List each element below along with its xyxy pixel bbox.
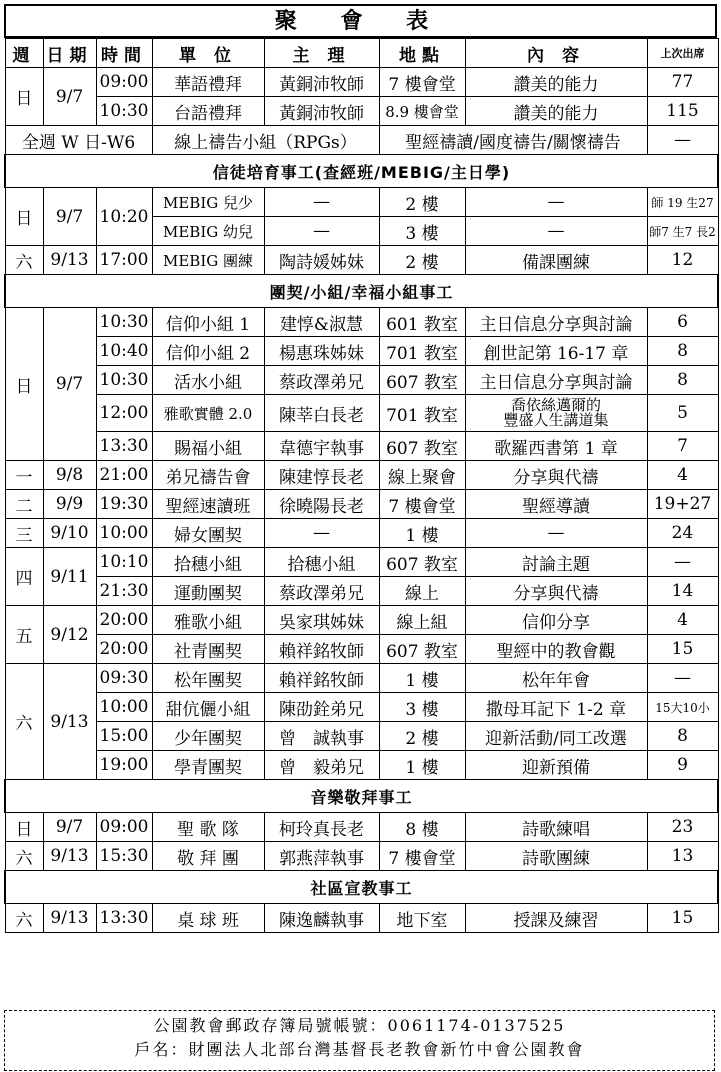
header-date: 日期 <box>43 39 96 68</box>
cell-unit: 學青團契 <box>152 751 264 780</box>
table-row <box>5 366 718 395</box>
table-row <box>5 664 718 693</box>
cell-place: 7 樓會堂 <box>379 490 465 519</box>
cell-leader: 吳家琪姊妹 <box>264 606 379 635</box>
cell-day: 六 <box>5 664 43 780</box>
cell-place: 607 教室 <box>379 432 465 461</box>
cell-attendance: 15 <box>647 904 718 933</box>
cell-attendance: 13 <box>647 842 718 871</box>
cell-date: 9/12 <box>43 606 96 664</box>
table-row <box>5 904 718 933</box>
cell-unit: 雅歌實體 2.0 <box>152 395 264 432</box>
cell-day: 六 <box>5 904 43 933</box>
cell-leader: 陳劭銓弟兄 <box>264 693 379 722</box>
cell-place: 線上 <box>379 577 465 606</box>
cell-day: 日 <box>5 813 43 842</box>
cell-time: 15:30 <box>96 842 152 871</box>
section-title-education: 信徒培育事工(查經班/MEBIG/主日學) <box>5 155 718 188</box>
cell-day: 五 <box>5 606 43 664</box>
cell-attendance: 23 <box>647 813 718 842</box>
cell-time: 13:30 <box>96 432 152 461</box>
cell-day: 日 <box>5 68 43 126</box>
cell-content: — <box>465 188 647 217</box>
cell-content-line: 豐盛人生講道集 <box>503 411 609 429</box>
table-row <box>5 395 718 432</box>
cell-content: 撒母耳記下 1-2 章 <box>465 693 647 722</box>
cell-day: 二 <box>5 490 43 519</box>
cell-attendance: 4 <box>647 606 718 635</box>
cell-date: 9/13 <box>43 246 96 275</box>
table-row <box>5 188 718 217</box>
cell-leader: 陳逸麟執事 <box>264 904 379 933</box>
table-row <box>5 461 718 490</box>
cell-time: 13:30 <box>96 904 152 933</box>
cell-leader: 拾穗小組 <box>264 548 379 577</box>
cell-attendance: 9 <box>647 751 718 780</box>
header-leader: 主 理 <box>264 39 379 68</box>
cell-content: — <box>465 519 647 548</box>
cell-leader: — <box>264 217 379 246</box>
table-row <box>5 693 718 722</box>
table-row <box>5 308 718 337</box>
cell-date: 9/13 <box>43 664 96 780</box>
cell-day: 日 <box>5 308 43 461</box>
postal-account-line: 公園教會郵政存簿局號帳號：0061174-0137525 <box>153 1016 566 1035</box>
table-row <box>5 337 718 366</box>
cell-leader: 陶詩媛姊妹 <box>264 246 379 275</box>
section-header <box>5 155 718 188</box>
cell-leader: 黃銅沛牧師 <box>264 97 379 126</box>
cell-time: 20:00 <box>96 606 152 635</box>
cell-place: 607 教室 <box>379 635 465 664</box>
cell-leader: — <box>264 188 379 217</box>
cell-date: 9/7 <box>43 308 96 461</box>
cell-place: 8.9 樓會堂 <box>379 97 465 126</box>
cell-date: 9/13 <box>43 842 96 871</box>
cell-unit: 線上禱告小組（RPGs） <box>152 126 379 155</box>
cell-attendance: 15大10小 <box>647 693 718 722</box>
cell-place: 線上聚會 <box>379 461 465 490</box>
cell-content: 分享與代禱 <box>465 461 647 490</box>
cell-unit: 華語禮拜 <box>152 68 264 97</box>
table-row <box>5 751 718 780</box>
cell-leader: 曾 誠執事 <box>264 722 379 751</box>
cell-date: 9/7 <box>43 813 96 842</box>
cell-attendance: 77 <box>647 68 718 97</box>
cell-date: 9/7 <box>43 68 96 126</box>
cell-leader: 蔡政澤弟兄 <box>264 577 379 606</box>
table-row <box>5 548 718 577</box>
cell-attendance: 師 19 生27 <box>647 188 718 217</box>
schedule-table <box>4 38 719 933</box>
cell-place: 701 教室 <box>379 337 465 366</box>
cell-place: 1 樓 <box>379 519 465 548</box>
cell-content: 授課及練習 <box>465 904 647 933</box>
cell-content: 松年年會 <box>465 664 647 693</box>
cell-place: 7 樓會堂 <box>379 68 465 97</box>
cell-unit: 台語禮拜 <box>152 97 264 126</box>
cell-content: 備課團練 <box>465 246 647 275</box>
table-row <box>5 606 718 635</box>
cell-leader: 陳建惇長老 <box>264 461 379 490</box>
meeting-schedule <box>4 4 717 933</box>
cell-content: 聖經禱讀/國度禱告/關懷禱告 <box>379 126 647 155</box>
cell-leader: 建惇&淑慧 <box>264 308 379 337</box>
cell-unit: 桌 球 班 <box>152 904 264 933</box>
cell-attendance: 8 <box>647 722 718 751</box>
cell-content <box>465 395 647 432</box>
cell-place: 8 樓 <box>379 813 465 842</box>
table-row <box>5 97 718 126</box>
cell-content: 討論主題 <box>465 548 647 577</box>
cell-leader: 柯玲真長老 <box>264 813 379 842</box>
cell-leader: 韋德宇執事 <box>264 432 379 461</box>
cell-unit: MEBIG 團練 <box>152 246 264 275</box>
cell-content: 迎新活動/同工改選 <box>465 722 647 751</box>
cell-place: 1 樓 <box>379 751 465 780</box>
cell-time: 12:00 <box>96 395 152 432</box>
cell-time: 09:30 <box>96 664 152 693</box>
section-header <box>5 871 718 904</box>
cell-time: 20:00 <box>96 635 152 664</box>
cell-leader: 郭燕萍執事 <box>264 842 379 871</box>
cell-attendance: 14 <box>647 577 718 606</box>
cell-time: 10:10 <box>96 548 152 577</box>
cell-day: 四 <box>5 548 43 606</box>
table-row <box>5 577 718 606</box>
cell-attendance: — <box>647 126 718 155</box>
cell-date: 9/9 <box>43 490 96 519</box>
cell-day: 六 <box>5 246 43 275</box>
cell-unit: 活水小組 <box>152 366 264 395</box>
cell-unit: 社青團契 <box>152 635 264 664</box>
cell-attendance: — <box>647 548 718 577</box>
cell-leader: 陳莘白長老 <box>264 395 379 432</box>
table-row <box>5 490 718 519</box>
cell-date: 9/13 <box>43 904 96 933</box>
cell-content: 詩歌團練 <box>465 842 647 871</box>
cell-unit: MEBIG 兒少 <box>152 188 264 217</box>
cell-place: 2 樓 <box>379 246 465 275</box>
cell-time: 09:00 <box>96 68 152 97</box>
table-row <box>5 722 718 751</box>
cell-unit: 賜福小組 <box>152 432 264 461</box>
cell-leader: 黃銅沛牧師 <box>264 68 379 97</box>
cell-unit: 信仰小組 1 <box>152 308 264 337</box>
header-row <box>5 39 718 68</box>
cell-attendance: 12 <box>647 246 718 275</box>
table-row <box>5 126 718 155</box>
cell-content: 讚美的能力 <box>465 97 647 126</box>
cell-unit: 甜伉儷小組 <box>152 693 264 722</box>
cell-attendance: 24 <box>647 519 718 548</box>
cell-unit: 信仰小組 2 <box>152 337 264 366</box>
cell-date: 9/11 <box>43 548 96 606</box>
header-attendance: 上次出席 <box>647 39 718 68</box>
cell-unit: 弟兄禱告會 <box>152 461 264 490</box>
table-row <box>5 246 718 275</box>
cell-place: 7 樓會堂 <box>379 842 465 871</box>
table-row <box>5 68 718 97</box>
cell-place: 2 樓 <box>379 188 465 217</box>
cell-unit: 聖 歌 隊 <box>152 813 264 842</box>
cell-time: 17:00 <box>96 246 152 275</box>
table-row <box>5 813 718 842</box>
cell-time: 21:00 <box>96 461 152 490</box>
cell-content: 聖經中的教會觀 <box>465 635 647 664</box>
cell-attendance: 5 <box>647 395 718 432</box>
section-header <box>5 275 718 308</box>
header-place: 地點 <box>379 39 465 68</box>
cell-content: 分享與代禱 <box>465 577 647 606</box>
cell-place: 607 教室 <box>379 548 465 577</box>
cell-day: 三 <box>5 519 43 548</box>
cell-attendance: 7 <box>647 432 718 461</box>
cell-time: 10:30 <box>96 97 152 126</box>
cell-unit: MEBIG 幼兒 <box>152 217 264 246</box>
cell-attendance: 19+27 <box>647 490 718 519</box>
cell-content: 歌羅西書第 1 章 <box>465 432 647 461</box>
cell-time: 10:20 <box>96 188 152 246</box>
section-title-fellowship: 團契/小組/幸福小組事工 <box>5 275 718 308</box>
cell-time: 21:30 <box>96 577 152 606</box>
table-row <box>5 842 718 871</box>
cell-time: 09:00 <box>96 813 152 842</box>
cell-place: 2 樓 <box>379 722 465 751</box>
cell-content: 主日信息分享與討論 <box>465 308 647 337</box>
header-time: 時間 <box>96 39 152 68</box>
cell-content-line: 喬依絲邁爾的 <box>510 396 601 414</box>
cell-attendance: 115 <box>647 97 718 126</box>
cell-attendance: — <box>647 664 718 693</box>
section-header <box>5 780 718 813</box>
cell-attendance: 15 <box>647 635 718 664</box>
cell-place: 701 教室 <box>379 395 465 432</box>
cell-unit: 敬 拜 團 <box>152 842 264 871</box>
cell-day: 日 <box>5 188 43 246</box>
page-title: 聚 會 表 <box>4 4 717 38</box>
cell-place: 1 樓 <box>379 664 465 693</box>
cell-leader: — <box>264 519 379 548</box>
header-day: 週 <box>5 39 43 68</box>
cell-content: 詩歌練唱 <box>465 813 647 842</box>
cell-unit: 婦女團契 <box>152 519 264 548</box>
header-content: 內 容 <box>465 39 647 68</box>
cell-content: 創世記第 16-17 章 <box>465 337 647 366</box>
cell-leader: 蔡政澤弟兄 <box>264 366 379 395</box>
cell-content: 主日信息分享與討論 <box>465 366 647 395</box>
cell-place: 地下室 <box>379 904 465 933</box>
cell-time: 10:00 <box>96 693 152 722</box>
cell-unit: 拾穗小組 <box>152 548 264 577</box>
cell-day: 一 <box>5 461 43 490</box>
cell-leader: 楊惠珠姊妹 <box>264 337 379 366</box>
account-name-line: 戶名：財團法人北部台灣基督長老教會新竹中會公園教會 <box>134 1040 585 1059</box>
table-row <box>5 432 718 461</box>
cell-content: 迎新預備 <box>465 751 647 780</box>
cell-attendance: 8 <box>647 337 718 366</box>
cell-date: 9/10 <box>43 519 96 548</box>
cell-place: 607 教室 <box>379 366 465 395</box>
cell-attendance: 8 <box>647 366 718 395</box>
cell-leader: 曾 毅弟兄 <box>264 751 379 780</box>
cell-time: 19:00 <box>96 751 152 780</box>
cell-date: 9/7 <box>43 188 96 246</box>
cell-place: 3 樓 <box>379 217 465 246</box>
cell-day: 六 <box>5 842 43 871</box>
cell-content: 讚美的能力 <box>465 68 647 97</box>
cell-content: — <box>465 217 647 246</box>
cell-attendance: 4 <box>647 461 718 490</box>
cell-time: 10:30 <box>96 308 152 337</box>
cell-unit: 運動團契 <box>152 577 264 606</box>
cell-leader: 賴祥銘牧師 <box>264 664 379 693</box>
cell-place: 601 教室 <box>379 308 465 337</box>
section-title-music: 音樂敬拜事工 <box>5 780 718 813</box>
cell-place: 3 樓 <box>379 693 465 722</box>
cell-time: 10:00 <box>96 519 152 548</box>
table-row <box>5 635 718 664</box>
table-row <box>5 519 718 548</box>
cell-attendance: 師7 生7 長2 <box>647 217 718 246</box>
cell-date: 9/8 <box>43 461 96 490</box>
cell-time: 10:30 <box>96 366 152 395</box>
cell-attendance: 6 <box>647 308 718 337</box>
donation-footer <box>4 1010 715 1071</box>
cell-unit: 松年團契 <box>152 664 264 693</box>
header-unit: 單 位 <box>152 39 264 68</box>
cell-unit: 少年團契 <box>152 722 264 751</box>
cell-time: 19:30 <box>96 490 152 519</box>
cell-place: 線上組 <box>379 606 465 635</box>
cell-content: 聖經導讀 <box>465 490 647 519</box>
cell-leader: 賴祥銘牧師 <box>264 635 379 664</box>
cell-unit: 聖經速讀班 <box>152 490 264 519</box>
cell-content: 信仰分享 <box>465 606 647 635</box>
section-title-community: 社區宣教事工 <box>5 871 718 904</box>
cell-week-label: 全週 W 日-W6 <box>5 126 152 155</box>
cell-leader: 徐曉陽長老 <box>264 490 379 519</box>
cell-time: 15:00 <box>96 722 152 751</box>
cell-time: 10:40 <box>96 337 152 366</box>
cell-unit: 雅歌小組 <box>152 606 264 635</box>
